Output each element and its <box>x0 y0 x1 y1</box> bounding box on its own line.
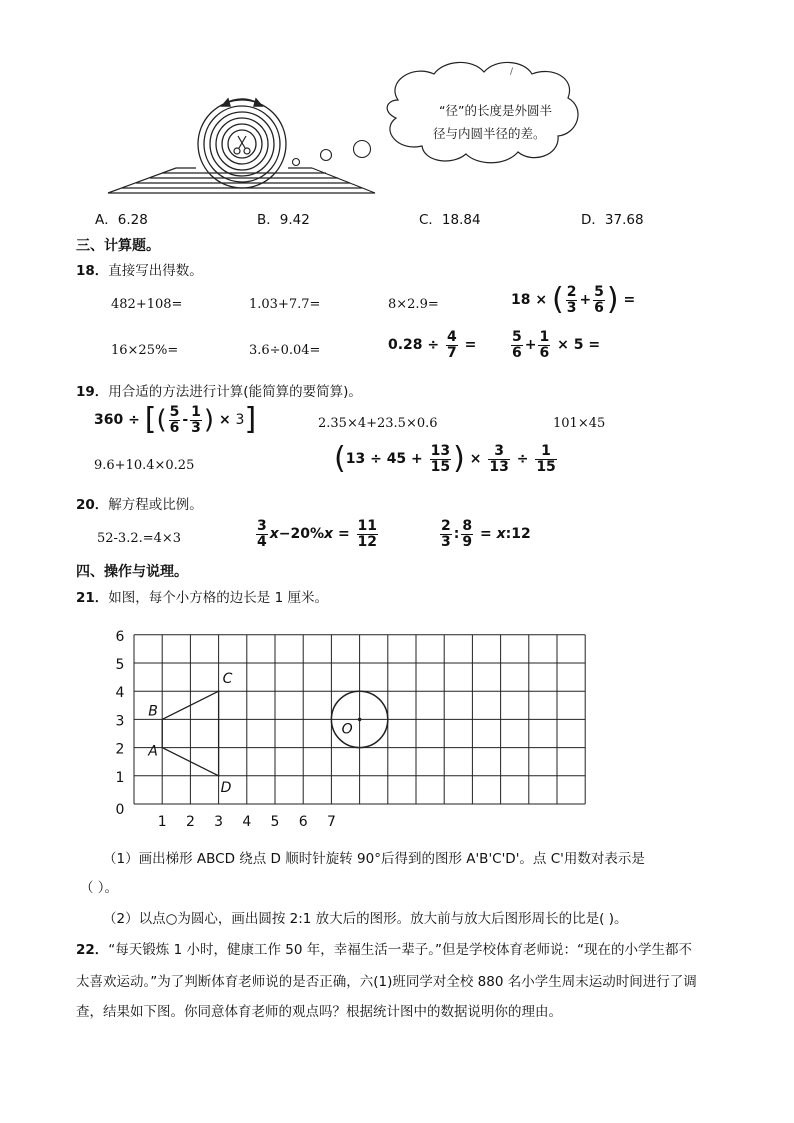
variable-x: x <box>269 526 279 543</box>
numerator: 13 <box>430 443 451 459</box>
denominator: 6 <box>169 419 180 436</box>
numerator: 1 <box>539 329 550 345</box>
open-paren: ( <box>156 405 167 436</box>
coordinate-grid[interactable] <box>105 620 595 835</box>
equals-sign: = <box>623 292 636 309</box>
times-sign: × <box>557 337 569 354</box>
minus-sign: - <box>182 412 189 429</box>
q18e2-op: ÷ <box>427 337 440 354</box>
fraction <box>357 519 378 549</box>
fraction <box>511 330 523 360</box>
y-axis-label: 3 <box>115 713 125 730</box>
point-label-o: O <box>341 721 353 738</box>
point-label-c: C <box>222 671 233 688</box>
plus-sign: + <box>524 337 537 354</box>
q19e5-b: 45 <box>386 451 407 468</box>
variable-x: x <box>324 526 334 543</box>
open-paren: ( <box>551 282 564 318</box>
q19-item-2: 2.35×4+23.5×0.6 <box>318 416 438 431</box>
numerator: 5 <box>594 284 604 300</box>
option-a[interactable]: A．6.28 <box>95 212 148 228</box>
q22-number: 22． <box>76 942 109 958</box>
q18-item-5: 3.6÷0.04= <box>249 343 321 358</box>
cloud-line-2: 径与内圆半径的差。 <box>433 126 546 141</box>
fraction <box>535 444 556 474</box>
option-d[interactable]: D．37.68 <box>581 212 644 228</box>
denominator: 3 <box>191 419 201 436</box>
y-axis-label: 0 <box>115 802 125 818</box>
x-axis-label: 3 <box>214 814 224 830</box>
section-3-title: 三、计算题。 <box>76 238 160 254</box>
point-label-b: B <box>148 703 158 720</box>
numerator: 2 <box>441 518 451 534</box>
y-axis-label: 2 <box>115 741 125 758</box>
x-axis-label: 6 <box>298 814 308 830</box>
denominator: 3 <box>566 299 577 316</box>
close-paren: ) <box>606 282 619 318</box>
fraction <box>256 519 268 549</box>
q18-number: 18． <box>76 263 109 279</box>
plus-sign: + <box>411 451 423 468</box>
grid-shapes <box>147 671 388 796</box>
cloud-line-1: “径”的长度是外圆半 <box>439 103 552 118</box>
q20e2-rest: −20% <box>278 526 325 543</box>
option-b[interactable]: B．9.42 <box>257 212 310 228</box>
ground-stripes <box>108 168 375 193</box>
q18e3-b: 5 <box>573 337 584 354</box>
question-22-line3: 查，结果如下图。你同意体育老师的观点吗？根据统计图中的数据说明你的理由。 <box>76 1004 562 1020</box>
point-label-d: D <box>220 779 232 796</box>
q18-item-4: 16×25%= <box>111 343 179 358</box>
fraction <box>440 519 452 549</box>
y-axis-label: 4 <box>115 685 125 702</box>
q18-text: 直接写出得数。 <box>108 263 203 279</box>
close-bracket: ] <box>244 402 257 438</box>
q19-item-4: 9.6+10.4×0.25 <box>94 458 195 473</box>
x-axis-label: 1 <box>157 814 167 830</box>
denominator: 6 <box>594 299 604 316</box>
numerator: 3 <box>488 444 509 460</box>
q20-expr-3 <box>438 519 531 549</box>
fraction <box>190 405 202 435</box>
numerator: 1 <box>191 404 201 420</box>
division-sign: ÷ <box>370 451 382 468</box>
numerator: 5 <box>512 329 522 345</box>
q18e1-a: 18 <box>511 292 531 309</box>
question-21 <box>76 586 328 606</box>
variable-x: x <box>496 526 506 543</box>
denominator: 6 <box>512 344 522 361</box>
close-paren: ) <box>453 441 465 477</box>
q21-number: 21． <box>76 590 109 606</box>
denominator: 4 <box>257 533 267 550</box>
ring-illustration <box>100 60 660 200</box>
plus-sign: + <box>579 292 592 309</box>
numerator: 3 <box>257 518 267 534</box>
cloud-mark: / <box>510 67 514 77</box>
q19-item-3: 101×45 <box>553 416 606 431</box>
question-22-line2: 太喜欢运动。”为了判断体育老师说的是否正确，六(1)班同学对全校 880 名小学生周末运动时间进行了调 <box>76 974 697 990</box>
numerator: 5 <box>169 404 180 420</box>
q19e5-a: 13 <box>345 451 366 468</box>
open-paren: ( <box>334 441 346 477</box>
q19-expr-1 <box>94 402 257 438</box>
x-axis-label: 7 <box>326 814 336 830</box>
equals-sign: = <box>337 526 350 543</box>
y-axis-label: 1 <box>115 769 125 786</box>
numerator: 4 <box>447 329 457 345</box>
fraction <box>446 330 458 360</box>
q21-sub2[interactable]: （2）以点○为圆心，画出圆按 2:1 放大后的图形。放大前与放大后图形周长的比是( )。 <box>103 911 628 927</box>
denominator: 9 <box>462 533 473 550</box>
denominator: 15 <box>536 458 556 475</box>
q20-expr-2 <box>254 519 380 549</box>
section-4-title: 四、操作与说理。 <box>76 564 188 580</box>
q18e2-a: 0.28 <box>388 337 423 354</box>
q21-sub1-line1: （1）画出梯形 ABCD 绕点 D 顺时针旋转 90°后得到的图形 A'B'C'D'。点 C'用数对表示是 <box>103 851 645 867</box>
times-sign: × <box>469 451 482 468</box>
q20-text: 解方程或比例。 <box>108 497 203 513</box>
q18-item-2: 1.03+7.7= <box>249 297 321 312</box>
q21-text: 如图，每个小方格的边长是 1 厘米。 <box>108 590 328 606</box>
x-axis-label: 4 <box>242 814 252 830</box>
denominator: 3 <box>441 533 451 550</box>
circle-center-dot <box>358 718 362 722</box>
q20e3-rest: :12 <box>505 526 531 543</box>
numerator: 8 <box>462 518 473 534</box>
q20-number: 20． <box>76 497 109 513</box>
point-label-a: A <box>148 743 158 760</box>
denominator: 7 <box>447 344 457 361</box>
denominator: 6 <box>539 344 550 361</box>
fraction <box>593 285 605 315</box>
q18-expr-3 <box>509 330 600 360</box>
q19e1-a: 360 <box>94 412 124 429</box>
thought-bubbles <box>293 141 371 166</box>
question-18 <box>76 259 203 279</box>
fraction <box>566 285 578 315</box>
equals-sign: = <box>479 526 492 543</box>
y-axis-label: 6 <box>115 628 125 645</box>
denominator: 12 <box>357 533 378 550</box>
q18-item-1: 482+108= <box>111 297 183 312</box>
x-axis-label: 5 <box>270 814 280 830</box>
numerator: 11 <box>357 518 378 534</box>
fraction <box>488 444 509 474</box>
option-c[interactable]: C．18.84 <box>419 212 481 228</box>
fraction <box>538 330 550 360</box>
times-sign: × <box>218 412 231 429</box>
division-sign: ÷ <box>128 412 140 429</box>
colon: : <box>453 526 460 543</box>
fraction <box>461 519 473 549</box>
equals-sign: = <box>588 337 601 354</box>
fraction <box>430 444 451 474</box>
denominator: 15 <box>430 458 451 475</box>
question-19 <box>76 380 362 400</box>
denominator: 13 <box>489 458 509 475</box>
q18-expr-2 <box>388 330 476 360</box>
q22-line1-text: “每天锻炼 1 小时，健康工作 50 年，幸福生活一辈子。”但是学校体育老师说：“现在的小学生都不 <box>108 942 692 958</box>
q18e1-op: × <box>535 292 548 309</box>
fraction <box>169 405 181 435</box>
numerator: 2 <box>566 284 577 300</box>
q20-item-1: 52-3.2.=4×3 <box>97 531 182 546</box>
q18-expr-1 <box>511 282 636 318</box>
open-bracket: [ <box>144 402 157 438</box>
q19-number: 19． <box>76 384 109 400</box>
equals-sign: = <box>464 337 477 354</box>
question-22-line1 <box>76 938 692 958</box>
q19e1-b: 3 <box>235 412 245 429</box>
x-axis-label: 2 <box>185 814 195 830</box>
scissors-icon <box>234 136 250 154</box>
q19-expr-5 <box>334 441 559 477</box>
q18-item-3: 8×2.9= <box>388 297 439 312</box>
close-paren: ) <box>203 405 215 436</box>
q21-sub1-line2[interactable]: （ ）。 <box>80 880 119 896</box>
numerator: 1 <box>535 444 556 460</box>
q19-text: 用合适的方法进行计算(能简算的要简算)。 <box>108 384 362 400</box>
y-axis-label: 5 <box>115 657 125 673</box>
division-sign: ÷ <box>516 451 529 468</box>
question-20 <box>76 493 203 513</box>
